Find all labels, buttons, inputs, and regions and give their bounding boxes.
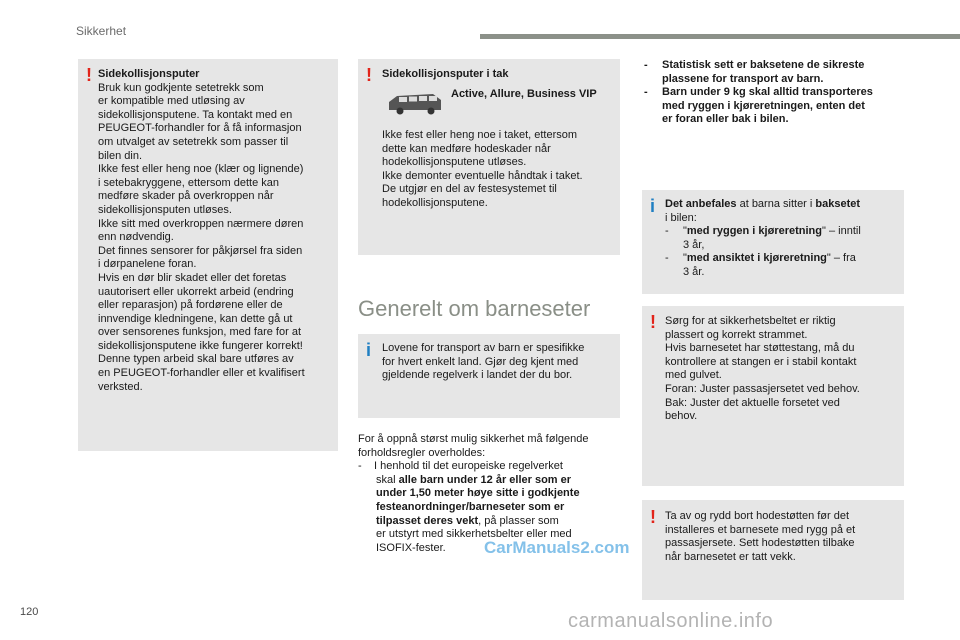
text-line: Ta av og rydd bort hodestøtten før det [665, 510, 850, 522]
text-line: ISOFIX-fester. [376, 541, 446, 554]
text-line: med ryggen i kjøreretningen, enten det [662, 99, 865, 112]
text-line: De utgjør en del av festesystemet til [382, 183, 557, 196]
text-line: Sørg for at sikkerhetsbeltet er riktig [665, 315, 836, 327]
text-line: forholdsregler overholdes: [358, 446, 486, 459]
bullet-dash: - [665, 225, 669, 238]
text-line: eller reparasjon) på fordørene eller de [98, 299, 283, 312]
watermark-carmanualsonline: carmanualsonline.info [568, 610, 774, 632]
body-paragraph [358, 433, 628, 555]
watermark-carmanuals2: CarManuals2.com [484, 538, 630, 557]
text-line: over sensorenes funksjon, med fare for at [98, 326, 301, 339]
text-line: skal [376, 473, 399, 486]
text-line: Ikke sitt med overkroppen nærmere døren [98, 217, 304, 230]
text-line: sidekollisjonsputene ikke fungerer korrekt! [98, 339, 303, 352]
bullet-dash: - [644, 59, 648, 71]
text-line: Barn under 9 kg skal alltid transporteres [662, 86, 873, 99]
list-item [644, 86, 934, 100]
text-line: Det finnes sensorer for påkjørsel fra siden [98, 244, 303, 257]
text-line: for hvert enkelt land. Gjør deg kjent med [382, 355, 579, 368]
text-line: 3 år, [683, 238, 705, 251]
text-line: uautorisert eller ukorrekt arbeid (endring [98, 285, 294, 298]
text-line: Ikke demonter eventuelle håndtak i taket. [382, 169, 583, 182]
text-line: plassert og korrekt strammet. [665, 328, 808, 341]
van-icon [385, 88, 445, 116]
text-line: Bruk kun godkjente setetrekk som [98, 81, 264, 94]
info-icon: i [366, 340, 372, 360]
text-line: Hvis en dør blir skadet eller det foretas [98, 271, 287, 284]
section-title: Generelt om barneseter [358, 296, 591, 321]
warning-icon: ! [86, 65, 92, 85]
text-line: om utvalget av setetrekk som passer til [98, 135, 289, 148]
text-line: passasjersete. Sett hodestøtten tilbake [665, 537, 855, 550]
page-number: 120 [20, 606, 39, 618]
text-line-bold: alle barn under 12 år eller som er [398, 473, 572, 486]
list-item [644, 59, 934, 73]
warning-icon: ! [650, 312, 656, 332]
text-line: installeres et barnesete med rygg på et [665, 523, 856, 536]
bullet-line [358, 474, 628, 488]
text-line: er utstyrt med sikkerhetsbelter eller med [376, 528, 572, 541]
text: " – fra [826, 252, 856, 265]
section-header-bar [480, 34, 960, 39]
warning-icon: ! [650, 507, 656, 527]
text-line: hodekollisjonsputene. [382, 196, 488, 209]
bullet-line [358, 460, 628, 474]
text-line: Foran: Juster passasjersetet ved behov. [665, 382, 860, 395]
list-item [665, 252, 901, 266]
text-line: når barnesetet er tatt vekk. [665, 550, 796, 563]
text-line: en PEUGEOT-forhandler eller et kvalifisert [98, 367, 305, 380]
text-line: 3 år. [683, 265, 705, 278]
text-bold: med ansiktet i kjøreretning [686, 252, 827, 265]
box-title: Sidekollisjonsputer i tak [382, 68, 509, 80]
text-line: i bilen: [665, 211, 697, 224]
right-list [644, 59, 934, 127]
text-line [665, 198, 901, 212]
warning-box-side-airbags-text [98, 68, 336, 394]
text-line: hodekollisjonsputene utløses. [382, 156, 527, 169]
text-line: enn nødvendig. [98, 231, 174, 244]
text-line-bold: festeanordninger/barneseter som er [376, 500, 565, 513]
text-line: i setebakryggene, ettersom dette kan [98, 176, 279, 189]
text-line: Statistisk sett er baksetene de sikreste [662, 59, 865, 71]
text-line: For å oppnå størst mulig sikkerhet må følgende [358, 433, 589, 445]
text-line: behov. [665, 410, 698, 423]
text-line: I henhold til det europeiske regelverket [374, 460, 563, 473]
text-line: verksted. [98, 380, 143, 393]
text-line: kontrollere at stangen er i stabil kontakt [665, 355, 857, 368]
text-line: innvendige kledningene, kan dette gå ut [98, 312, 293, 325]
text-bold: baksetet [815, 198, 861, 210]
warning-box-roof-airbags-text [382, 129, 618, 211]
warning-box-headrest-text [665, 510, 901, 564]
text-line: medføre skader på overkroppen når [98, 190, 274, 203]
warning-icon: ! [366, 65, 372, 85]
text-line: sidekollisjonsputen utløses. [98, 203, 232, 216]
box-title: Sidekollisjonsputer [98, 68, 200, 80]
text-line: dette kan medføre hodeskader når [382, 142, 551, 155]
bullet-line [358, 515, 628, 529]
text-line-bold: under 1,50 meter høye sitte i godkjente [376, 487, 580, 500]
text-line: bilen din. [98, 149, 143, 162]
info-box-recommendation-text [665, 198, 901, 280]
text-line: er foran eller bak i bilen. [662, 113, 789, 126]
info-icon: i [650, 196, 656, 216]
text-line: , på plasser som [478, 514, 559, 527]
text-line-bold: tilpasset deres vekt [376, 514, 479, 527]
text-line: Ikke fest eller heng noe (klær og lignende) [98, 163, 304, 176]
text-line: plassene for transport av barn. [662, 72, 824, 85]
text: " [683, 252, 687, 265]
text-line: er kompatible med utløsing av [98, 95, 245, 108]
section-header-label: Sikkerhet [76, 24, 127, 38]
list-item [665, 225, 901, 239]
text: " – inntil [822, 225, 861, 238]
info-box-text [382, 342, 618, 383]
versions-label: Active, Allure, Business VIP [451, 88, 597, 100]
text-line: PEUGEOT-forhandler for å få informasjon [98, 122, 302, 135]
text-line: i dørpanelene foran. [98, 258, 197, 271]
bullet-dash: - [665, 252, 669, 265]
text-line: Denne typen arbeid skal bare utføres av [98, 353, 294, 366]
text-line: Hvis barnesetet har støttestang, må du [665, 342, 855, 355]
text: at barna sitter i [736, 198, 816, 210]
warning-box-seatbelt-text [665, 315, 901, 424]
text-bold: Det anbefales [665, 198, 737, 210]
text-line: gjeldende regelverk i landet der du bor. [382, 369, 573, 382]
text: " [683, 225, 687, 238]
text-line: sidekollisjonsputene. Ta kontakt med en [98, 108, 293, 121]
text-bold: med ryggen i kjøreretning [686, 225, 822, 238]
bullet-dash: - [358, 460, 362, 473]
bullet-dash: - [644, 86, 648, 99]
text-line: Ikke fest eller heng noe i taket, ettersom [382, 129, 578, 141]
text-line: med gulvet. [665, 369, 722, 382]
text-line: Lovene for transport av barn er spesifikke [382, 342, 585, 354]
text-line: Bak: Juster det aktuelle forsetet ved [665, 396, 840, 409]
